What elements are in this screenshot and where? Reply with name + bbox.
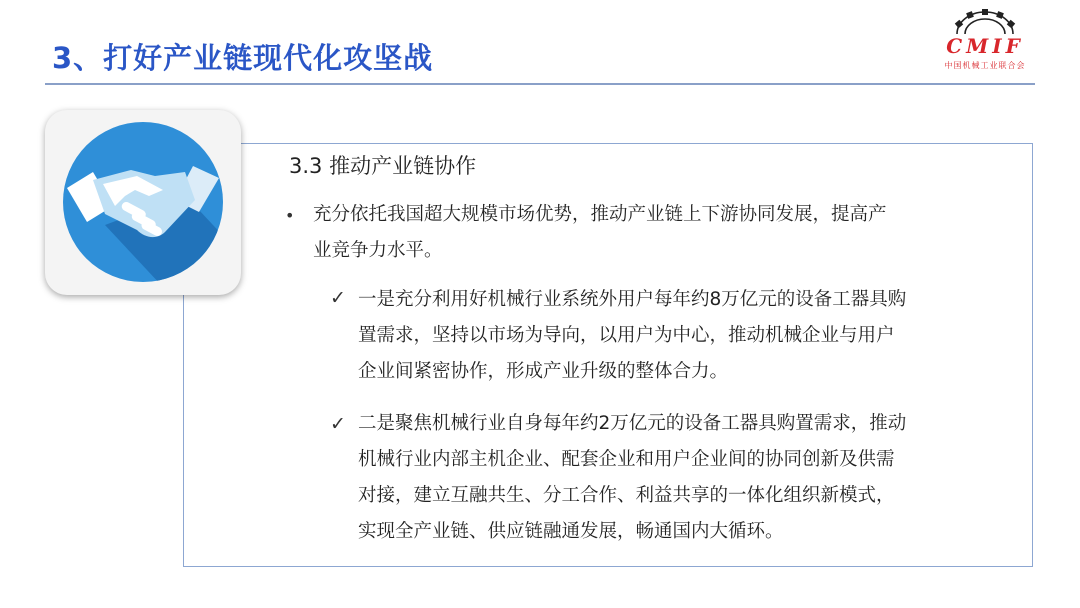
text-line: 机械行业内部主机企业、配套企业和用户企业间的协同创新及供需 <box>358 449 895 470</box>
handshake-icon <box>45 110 241 295</box>
logo-subtitle: 中国机械工业联合会 <box>944 61 1026 70</box>
text-line: 充分依托我国超大规模市场优势，推动产业链上下游协同发展，提高产 <box>313 204 887 225</box>
text-line: 二是聚焦机械行业自身每年约2万亿元的设备工器具购置需求，推动 <box>358 413 907 434</box>
section-heading: 3.3 推动产业链协作 <box>289 154 477 178</box>
subpoint-text <box>358 282 906 390</box>
bullet-marker: • <box>285 206 295 225</box>
check-marker: ✓ <box>330 287 346 309</box>
title-divider <box>45 83 1035 85</box>
bullet-text <box>313 197 887 269</box>
text-line: 置需求，坚持以市场为导向，以用户为中心，推动机械企业与用户 <box>358 325 895 346</box>
text-line: 业竞争力水平。 <box>313 240 443 261</box>
logo <box>935 4 1035 74</box>
icon-tile <box>45 110 241 295</box>
slide-title: 3、打好产业链现代化攻坚战 <box>52 41 434 75</box>
text-line: 一是充分利用好机械行业系统外用户每年约8万亿元的设备工器具购 <box>358 289 907 310</box>
text-line: 企业间紧密协作，形成产业升级的整体合力。 <box>358 361 729 382</box>
text-line: 实现全产业链、供应链融通发展，畅通国内大循环。 <box>358 521 784 542</box>
logo-text: CMIF <box>946 34 1024 58</box>
check-marker: ✓ <box>330 413 346 435</box>
subpoint-text <box>358 406 906 550</box>
text-line: 对接，建立互融共生、分工合作、利益共享的一体化组织新模式， <box>358 485 895 506</box>
